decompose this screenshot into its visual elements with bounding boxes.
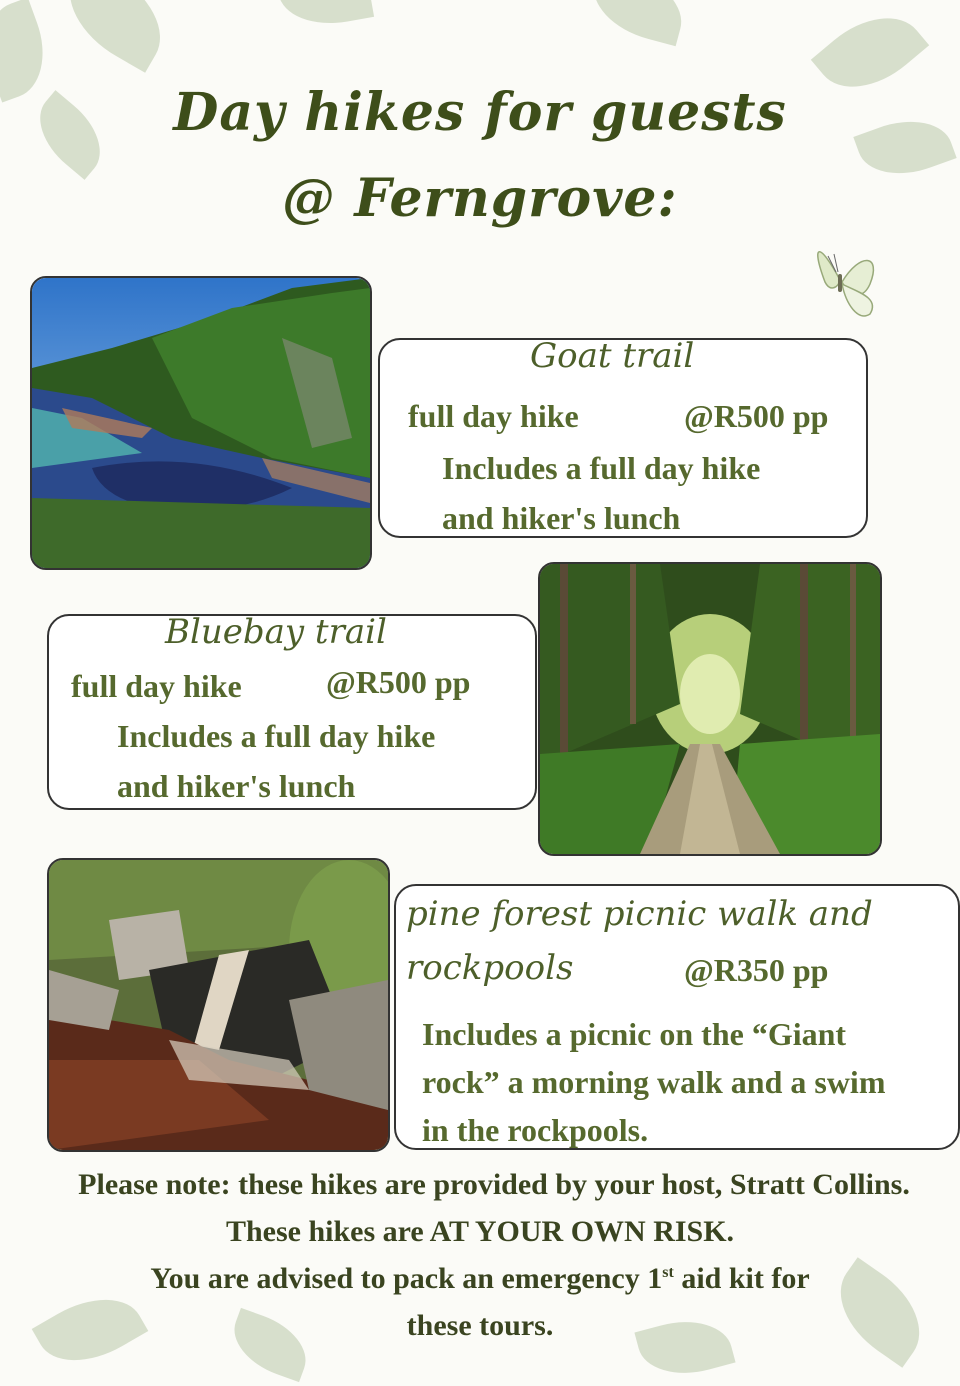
bluebay-trail-desc-line2: and hiker's lunch (117, 768, 356, 804)
page-title-line1: Day hikes for guests (173, 82, 787, 143)
footer-note-line2: These hikes are AT YOUR OWN RISK. (225, 1215, 735, 1248)
forest-path-photo-icon (540, 564, 880, 854)
pine-forest-desc-line2: rock” a morning walk and a swim (422, 1064, 886, 1100)
goat-trail-desc-line1: Includes a full day hike (442, 450, 761, 486)
bluebay-trail-desc-line1: Includes a full day hike (117, 718, 436, 754)
pine-forest-card (394, 884, 960, 1150)
bluebay-trail-card (47, 614, 537, 810)
pine-forest-title-line2: rockpools (406, 948, 574, 988)
bluebay-trail-photo (538, 562, 882, 856)
bluebay-trail-price: @R500 pp (326, 664, 471, 700)
leaf-decoration (276, 0, 374, 32)
footer-note-line1: Please note: these hikes are provided by your host, Stratt Collins. (78, 1168, 910, 1201)
footer-note-line3-sup: st (662, 1264, 674, 1281)
pine-forest-desc-line3: in the rockpools. (422, 1112, 649, 1148)
leaf-decoration (50, 0, 180, 73)
goat-trail-desc-line2: and hiker's lunch (442, 500, 681, 536)
bluebay-trail-type: full day hike (71, 668, 242, 704)
footer-note-line3-b: aid kit for (673, 1262, 810, 1295)
goat-trail-card (378, 338, 868, 538)
butterfly-icon (800, 232, 886, 322)
goat-trail-price: @R500 pp (684, 398, 829, 434)
footer-note-line4: these tours. (406, 1309, 554, 1342)
goat-trail-type: full day hike (408, 398, 579, 434)
coastal-cliff-photo-icon (32, 278, 370, 568)
leaf-decoration (584, 0, 691, 46)
pine-forest-title-line1: pine forest picnic walk and (406, 894, 873, 934)
goat-trail-title: Goat trail (530, 336, 695, 376)
rockpools-photo (47, 858, 390, 1152)
goat-trail-photo (30, 276, 372, 570)
waterfall-rockpool-photo-icon (49, 860, 388, 1150)
footer-note-line3-a: You are advised to pack an emergency 1 (150, 1262, 663, 1295)
pine-forest-price: @R350 pp (684, 952, 829, 988)
page-title-line2: @ Ferngrove: (282, 168, 678, 229)
bluebay-trail-title: Bluebay trail (165, 612, 387, 652)
pine-forest-desc-line1: Includes a picnic on the “Giant (422, 1016, 847, 1052)
footer-note-line3 (0, 1262, 960, 1296)
